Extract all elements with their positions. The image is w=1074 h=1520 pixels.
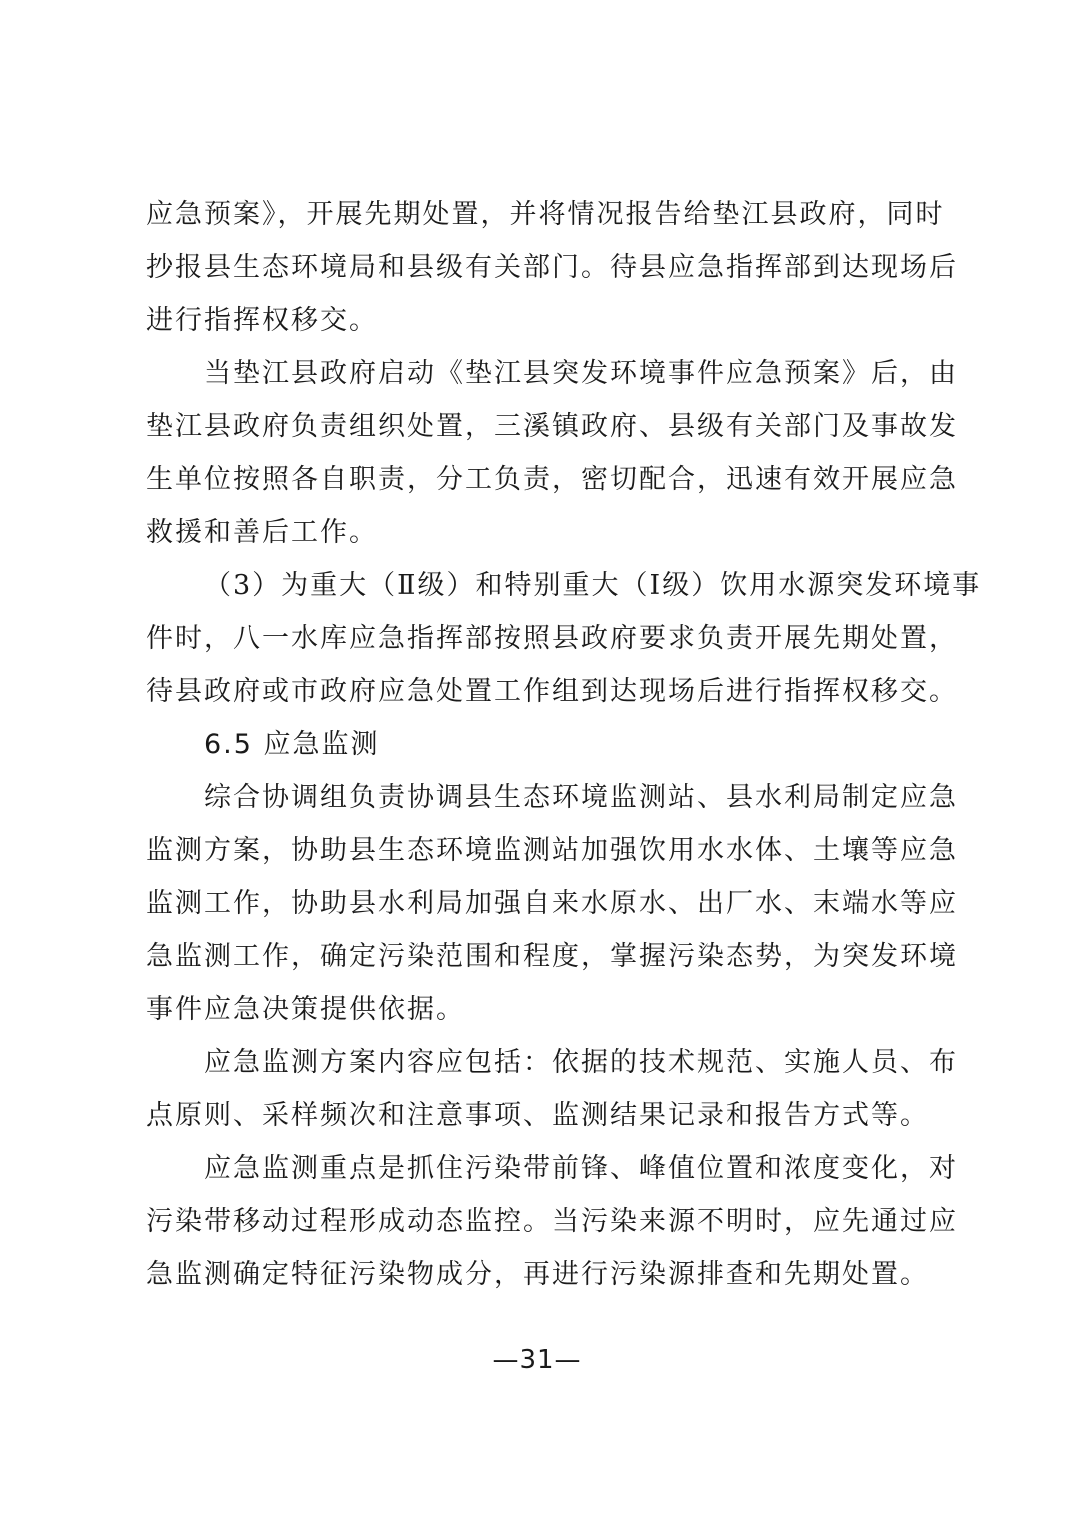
text-line: 监测工作，协助县水利局加强自来水原水、出厂水、末端水等应 [146,888,958,919]
text-line: 事件应急决策提供依据。 [146,994,465,1025]
paragraph-continuation [146,188,958,347]
text-line: 急监测确定特征污染物成分，再进行污染源排查和先期处置。 [146,1259,929,1290]
section-title: 6.5 应急监测 [204,729,380,760]
text-line: 点原则、采样频次和注意事项、监测结果记录和报告方式等。 [146,1100,929,1131]
paragraph-monitoring-focus [146,1142,958,1301]
paragraph-monitoring-plan [146,1036,958,1142]
text-line: 应急预案》，开展先期处置，并将情况报告给垫江县政府，同时 [146,199,945,230]
section-heading [146,718,942,771]
text-line: 综合协调组负责协调县生态环境监测站、县水利局制定应急 [204,782,958,813]
document-body [146,188,982,1301]
text-line: 急监测工作，确定污染范围和程度，掌握污染态势，为突发环境 [146,941,958,972]
text-line: 救援和善后工作。 [146,517,378,548]
text-line: 应急监测重点是抓住污染带前锋、峰值位置和浓度变化，对 [204,1153,958,1184]
text-line: 污染带移动过程形成动态监控。当污染来源不明时，应先通过应 [146,1206,958,1237]
text-line: （3）为重大（Ⅱ级）和特别重大（Ⅰ级）饮用水源突发环境事 [204,570,982,601]
text-line: 件时，八一水库应急指挥部按照县政府要求负责开展先期处置， [146,623,958,654]
text-line: 当垫江县政府启动《垫江县突发环境事件应急预案》后，由 [204,358,958,389]
text-line: 生单位按照各自职责，分工负责，密切配合，迅速有效开展应急 [146,464,958,495]
paragraph-monitoring-coordination [146,771,958,1036]
paragraph-county-plan [146,347,958,559]
text-line: 监测方案，协助县生态环境监测站加强饮用水水体、土壤等应急 [146,835,958,866]
page-number: —31— [492,1345,582,1375]
text-line: 抄报县生态环境局和县级有关部门。待县应急指挥部到达现场后 [146,252,958,283]
text-line: 垫江县政府负责组织处置，三溪镇政府、县级有关部门及事故发 [146,411,958,442]
text-line: 应急监测方案内容应包括：依据的技术规范、实施人员、布 [204,1047,958,1078]
text-line: 待县政府或市政府应急处置工作组到达现场后进行指挥权移交。 [146,676,958,707]
paragraph-major-event [146,559,982,718]
text-line: 进行指挥权移交。 [146,305,378,336]
